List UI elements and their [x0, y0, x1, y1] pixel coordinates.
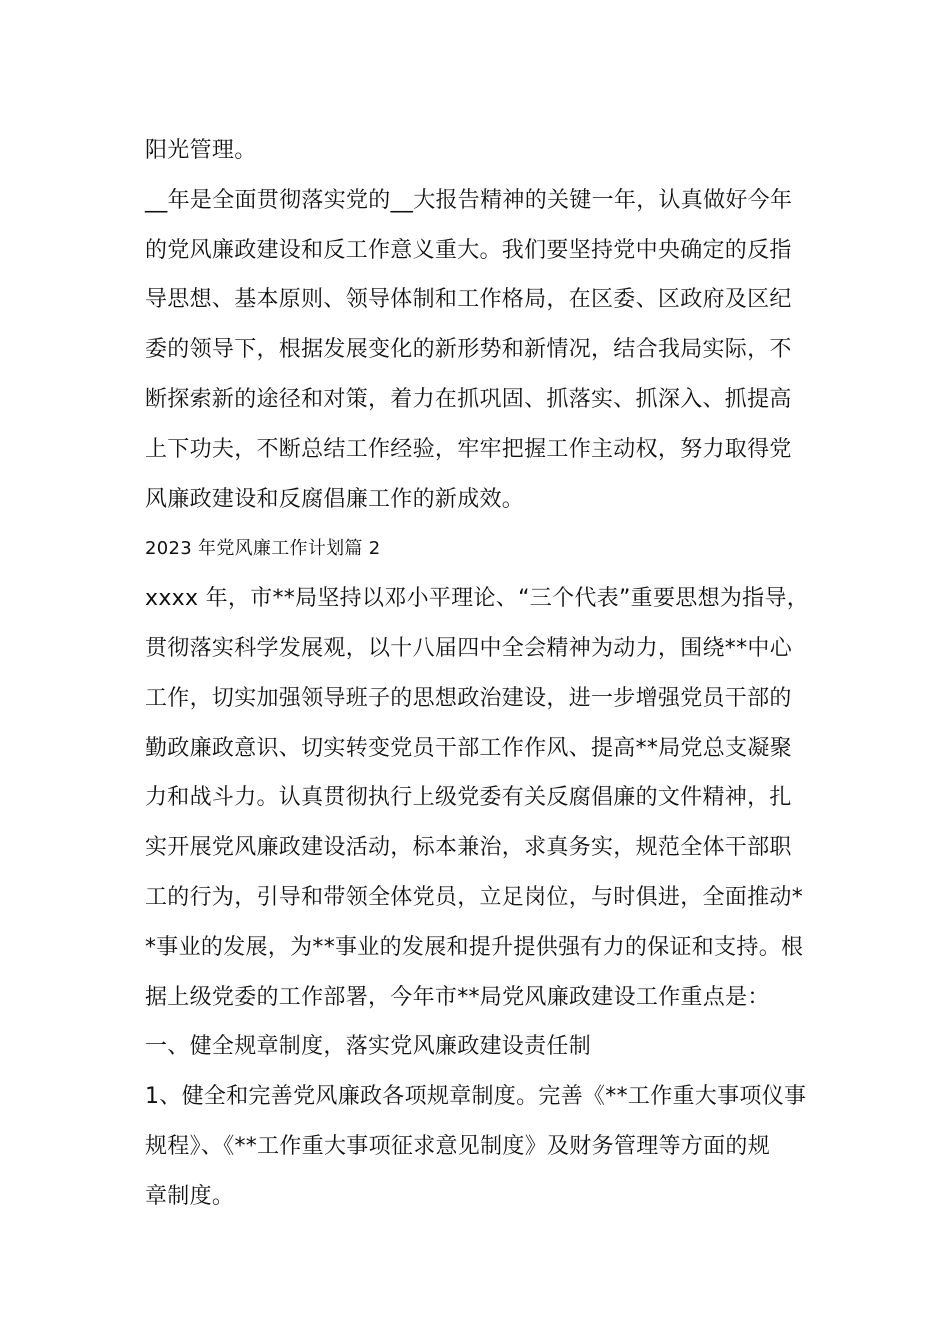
- text-line-1: 阳光管理。: [145, 138, 257, 163]
- text-line-22: 章制度。: [145, 1183, 235, 1209]
- text-line-7: 上下功夫，不断总结工作经验，牢牢把握工作主动权，努力取得党: [145, 436, 792, 462]
- section-heading: 2023 年党风廉工作计划篇 2: [145, 538, 381, 560]
- document-body: [145, 126, 825, 1222]
- text-line-8: 风廉政建设和反腐倡廉工作的新成效。: [145, 486, 525, 512]
- text-line-5: 委的领导下，根据发展变化的新形势和新情况，结合我局实际，不: [145, 337, 792, 363]
- text-line-14: 力和战斗力。认真贯彻执行上级党委有关反腐倡廉的文件精神，扎: [145, 785, 792, 811]
- text-line-3: 的党风廉政建设和反工作意义重大。我们要坚持党中央确定的反指: [145, 237, 792, 263]
- text-line-15: 实开展党风廉政建设活动，标本兼治，求真务实，规范全体干部职: [145, 835, 792, 861]
- text-line-11: 贯彻落实科学发展观，以十八届四中全会精神为动力，围绕**中心: [145, 635, 793, 661]
- text-line-2: __年是全面贯彻落实党的__大报告精神的关键一年，认真做好今年: [145, 187, 793, 213]
- text-line-16: 工的行为，引导和带领全体党员，立足岗位，与时俱进，全面推动*: [145, 884, 804, 910]
- text-line-17: *事业的发展，为**事业的发展和提升提供强有力的保证和支持。根: [145, 934, 804, 960]
- text-line-21: 规程》、《**工作重大事项征求意见制度》及财务管理等方面的规: [145, 1133, 771, 1159]
- subsection-heading: 一、健全规章制度，落实党风廉政建设责任制: [145, 1034, 592, 1060]
- text-line-4: 导思想、基本原则、领导体制和工作格局，在区委、区政府及区纪: [145, 287, 792, 313]
- text-line-6: 断探索新的途径和对策，着力在抓巩固、抓落实、抓深入、抓提高: [145, 386, 792, 412]
- text-line-18: 据上级党委的工作部署，今年市**局党风廉政建设工作重点是：: [145, 984, 770, 1010]
- text-line-12: 工作，切实加强领导班子的思想政治建设，进一步增强党员干部的: [145, 685, 792, 711]
- text-line-20: 1、健全和完善党风廉政各项规章制度。完善《**工作重大事项仪事: [145, 1084, 807, 1110]
- text-line-13: 勤政廉政意识、切实转变党员干部工作作风、提高**局党总支凝聚: [145, 735, 793, 761]
- text-line-10: xxxx 年，市**局坚持以邓小平理论、“三个代表”重要思想为指导，: [145, 586, 810, 612]
